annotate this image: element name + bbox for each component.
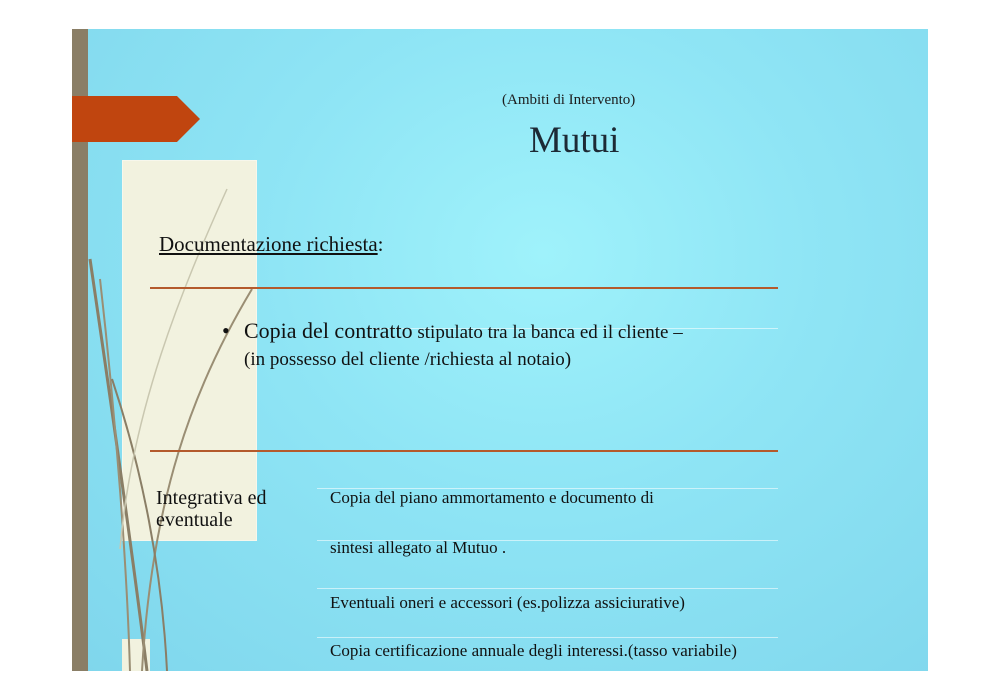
bullet-line-1 [244,317,683,347]
decor-curve [142,289,252,671]
orange-arrow-shape [72,96,200,142]
document-item: Copia del piano ammortamento e documento di [330,488,654,507]
faint-line [317,588,778,589]
document-item: Eventuali oneri e accessori (es.polizza assiciurative) [330,593,685,612]
integrativa-label-line1: Integrativa ed [156,487,267,509]
bullet-dot: • [222,318,230,343]
bullet-strong-text: Copia del contratto [244,318,413,343]
faint-line [317,637,778,638]
slide [72,29,928,671]
decor-curve [100,279,130,671]
divider-top [150,287,778,289]
section-heading-text: Documentazione richiesta [159,232,378,256]
document-item: Copia certificazione annuale degli interessi.(tasso variabile) [330,641,737,660]
document-item: sintesi allegato al Mutuo . [330,538,507,557]
bullet-rest-text: stipulato tra la banca ed il cliente – [412,322,683,343]
divider-bottom [150,450,778,452]
section-heading-colon: : [377,232,384,256]
integrativa-label-line2: eventuale [156,509,233,531]
bullet-line-2: (in possesso del cliente /richiesta al notaio) [244,349,572,370]
integrativa-label [156,487,267,531]
slide-subtitle: (Ambiti di Intervento) [502,92,636,108]
section-heading [159,232,384,257]
slide-title: Mutui [529,120,620,161]
